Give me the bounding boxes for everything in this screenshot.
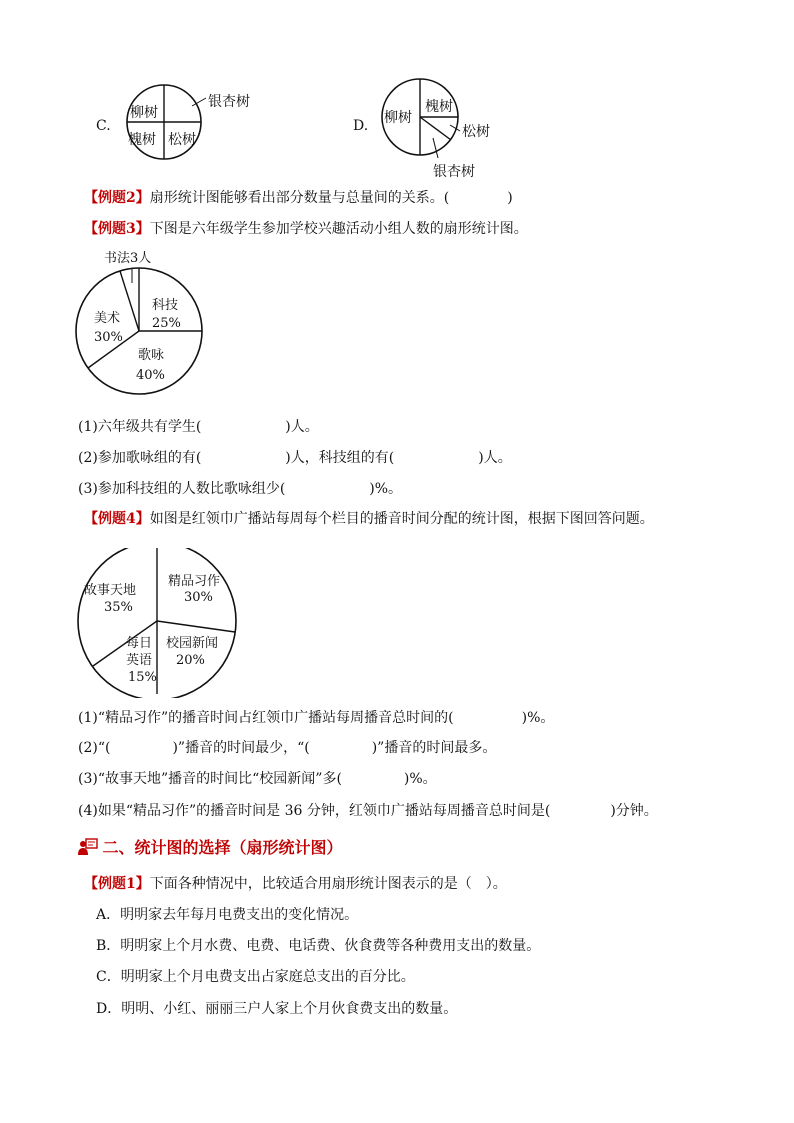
ex4-label-meiri-1: 每日 xyxy=(126,636,153,651)
option-d-label-songshu: 松树 xyxy=(462,124,490,140)
example-3-pie xyxy=(74,245,214,400)
ex3-q1-text: (1)六年级共有学生( xyxy=(78,419,202,435)
option-b[interactable]: B．明明家上个月水费、电费、电话费、伙食费等各种费用支出的数量。 xyxy=(96,938,541,954)
ex4-label-xiaoyuan: 校园新闻 xyxy=(166,636,219,651)
example-4-pie xyxy=(76,548,242,698)
ex3-q3-end: )%。 xyxy=(369,481,403,497)
ex4-label-gushi: 故事天地 xyxy=(84,583,137,598)
section-2-example-1-tag: 【例题1】 xyxy=(84,876,150,892)
ex4-q2-mid: )”播音的时间最少，“( xyxy=(172,740,310,756)
ex4-q4-text: (4)如果“精品习作”的播音时间是 36 分钟，红领巾广播站每周播音总时间是( xyxy=(78,803,551,819)
example-2-tag: 【例题2】 xyxy=(84,190,150,206)
ex3-q2 xyxy=(78,447,512,467)
option-c-letter: C. xyxy=(96,118,111,134)
ex4-q2 xyxy=(78,737,496,757)
option-d[interactable]: D．明明、小红、丽丽三户人家上个月伙食费支出的数量。 xyxy=(96,1001,458,1017)
teacher-icon xyxy=(78,838,98,856)
option-d-pie xyxy=(378,78,508,182)
section-2-example-1-text: 下面各种情况中，比较适合用扇形统计图表示的是（ ）。 xyxy=(149,876,507,892)
ex4-q3-text: (3)“故事天地”播音的时间比“校园新闻”多( xyxy=(78,771,342,787)
ex4-label-xiaoyuan-pct: 20% xyxy=(176,653,205,668)
option-a[interactable]: A．明明家去年每月电费支出的变化情况。 xyxy=(96,907,359,923)
ex3-q2-mid: )人，科技组的有( xyxy=(285,450,395,466)
ex3-q3 xyxy=(78,478,402,498)
ex4-q2-text: (2)“( xyxy=(78,740,111,756)
option-d-letter: D. xyxy=(353,118,369,134)
section-2-heading xyxy=(78,835,342,858)
ex3-q3-text: (3)参加科技组的人数比歌咏组少( xyxy=(78,481,286,497)
ex3-label-keji: 科技 xyxy=(152,298,179,313)
option-c-pie xyxy=(118,84,268,160)
section-2-example-1-line xyxy=(84,873,507,893)
option-c-label-huaishu: 槐树 xyxy=(128,132,156,148)
section-2-title: 二、统计图的选择（扇形统计图） xyxy=(102,838,343,857)
ex3-label-geyong: 歌咏 xyxy=(138,348,165,363)
example-2-end: ) xyxy=(507,190,513,206)
option-c-label-yinxing: 银杏树 xyxy=(208,94,250,110)
example-2-line xyxy=(84,187,513,207)
ex4-label-jingpin: 精品习作 xyxy=(168,574,221,589)
ex4-q1-end: )%。 xyxy=(521,710,555,726)
example-4-tag: 【例题4】 xyxy=(84,511,150,527)
ex4-q2-end: )”播音的时间最多。 xyxy=(371,740,497,756)
ex4-q3-end: )%。 xyxy=(403,771,437,787)
ex4-label-meiri-pct: 15% xyxy=(128,670,157,685)
ex3-label-shufa: 书法3人 xyxy=(104,251,152,266)
ex3-q1-end: )人。 xyxy=(285,419,319,435)
ex3-q2-end: )人。 xyxy=(478,450,512,466)
ex4-label-jingpin-pct: 30% xyxy=(184,590,213,605)
example-2-text: 扇形统计图能够看出部分数量与总量间的关系。( xyxy=(149,190,450,206)
example-4-text: 如图是红领巾广播站每周每个栏目的播音时间分配的统计图，根据下图回答问题。 xyxy=(149,511,654,527)
ex4-q4-end: )分钟。 xyxy=(610,803,658,819)
option-d-label-liushu: 柳树 xyxy=(384,110,412,126)
option-c-label-songshu: 松树 xyxy=(168,132,196,148)
ex4-q1-text: (1)“精品习作”的播音时间占红领巾广播站每周播音总时间的( xyxy=(78,710,454,726)
ex4-q3 xyxy=(78,768,437,788)
ex3-label-meishu: 美术 xyxy=(94,311,121,326)
ex4-label-meiri-2: 英语 xyxy=(126,653,153,668)
ex3-q1 xyxy=(78,416,319,436)
ex4-q1 xyxy=(78,707,554,727)
example-3-tag: 【例题3】 xyxy=(84,221,150,237)
example-4-line xyxy=(84,508,654,528)
option-d-label-huaishu: 槐树 xyxy=(425,99,453,115)
ex3-label-keji-pct: 25% xyxy=(152,316,181,331)
ex3-q2-text: (2)参加歌咏组的有( xyxy=(78,450,202,466)
option-c-label-liushu: 柳树 xyxy=(130,105,158,121)
example-3-text: 下图是六年级学生参加学校兴趣活动小组人数的扇形统计图。 xyxy=(149,221,528,237)
option-c[interactable]: C．明明家上个月电费支出占家庭总支出的百分比。 xyxy=(96,969,415,985)
ex4-label-gushi-pct: 35% xyxy=(104,600,133,615)
ex4-q4 xyxy=(78,800,658,820)
example-3-line xyxy=(84,218,528,238)
ex3-label-meishu-pct: 30% xyxy=(94,330,123,345)
ex3-label-geyong-pct: 40% xyxy=(136,368,165,383)
option-d-label-yinxing: 银杏树 xyxy=(433,164,475,180)
